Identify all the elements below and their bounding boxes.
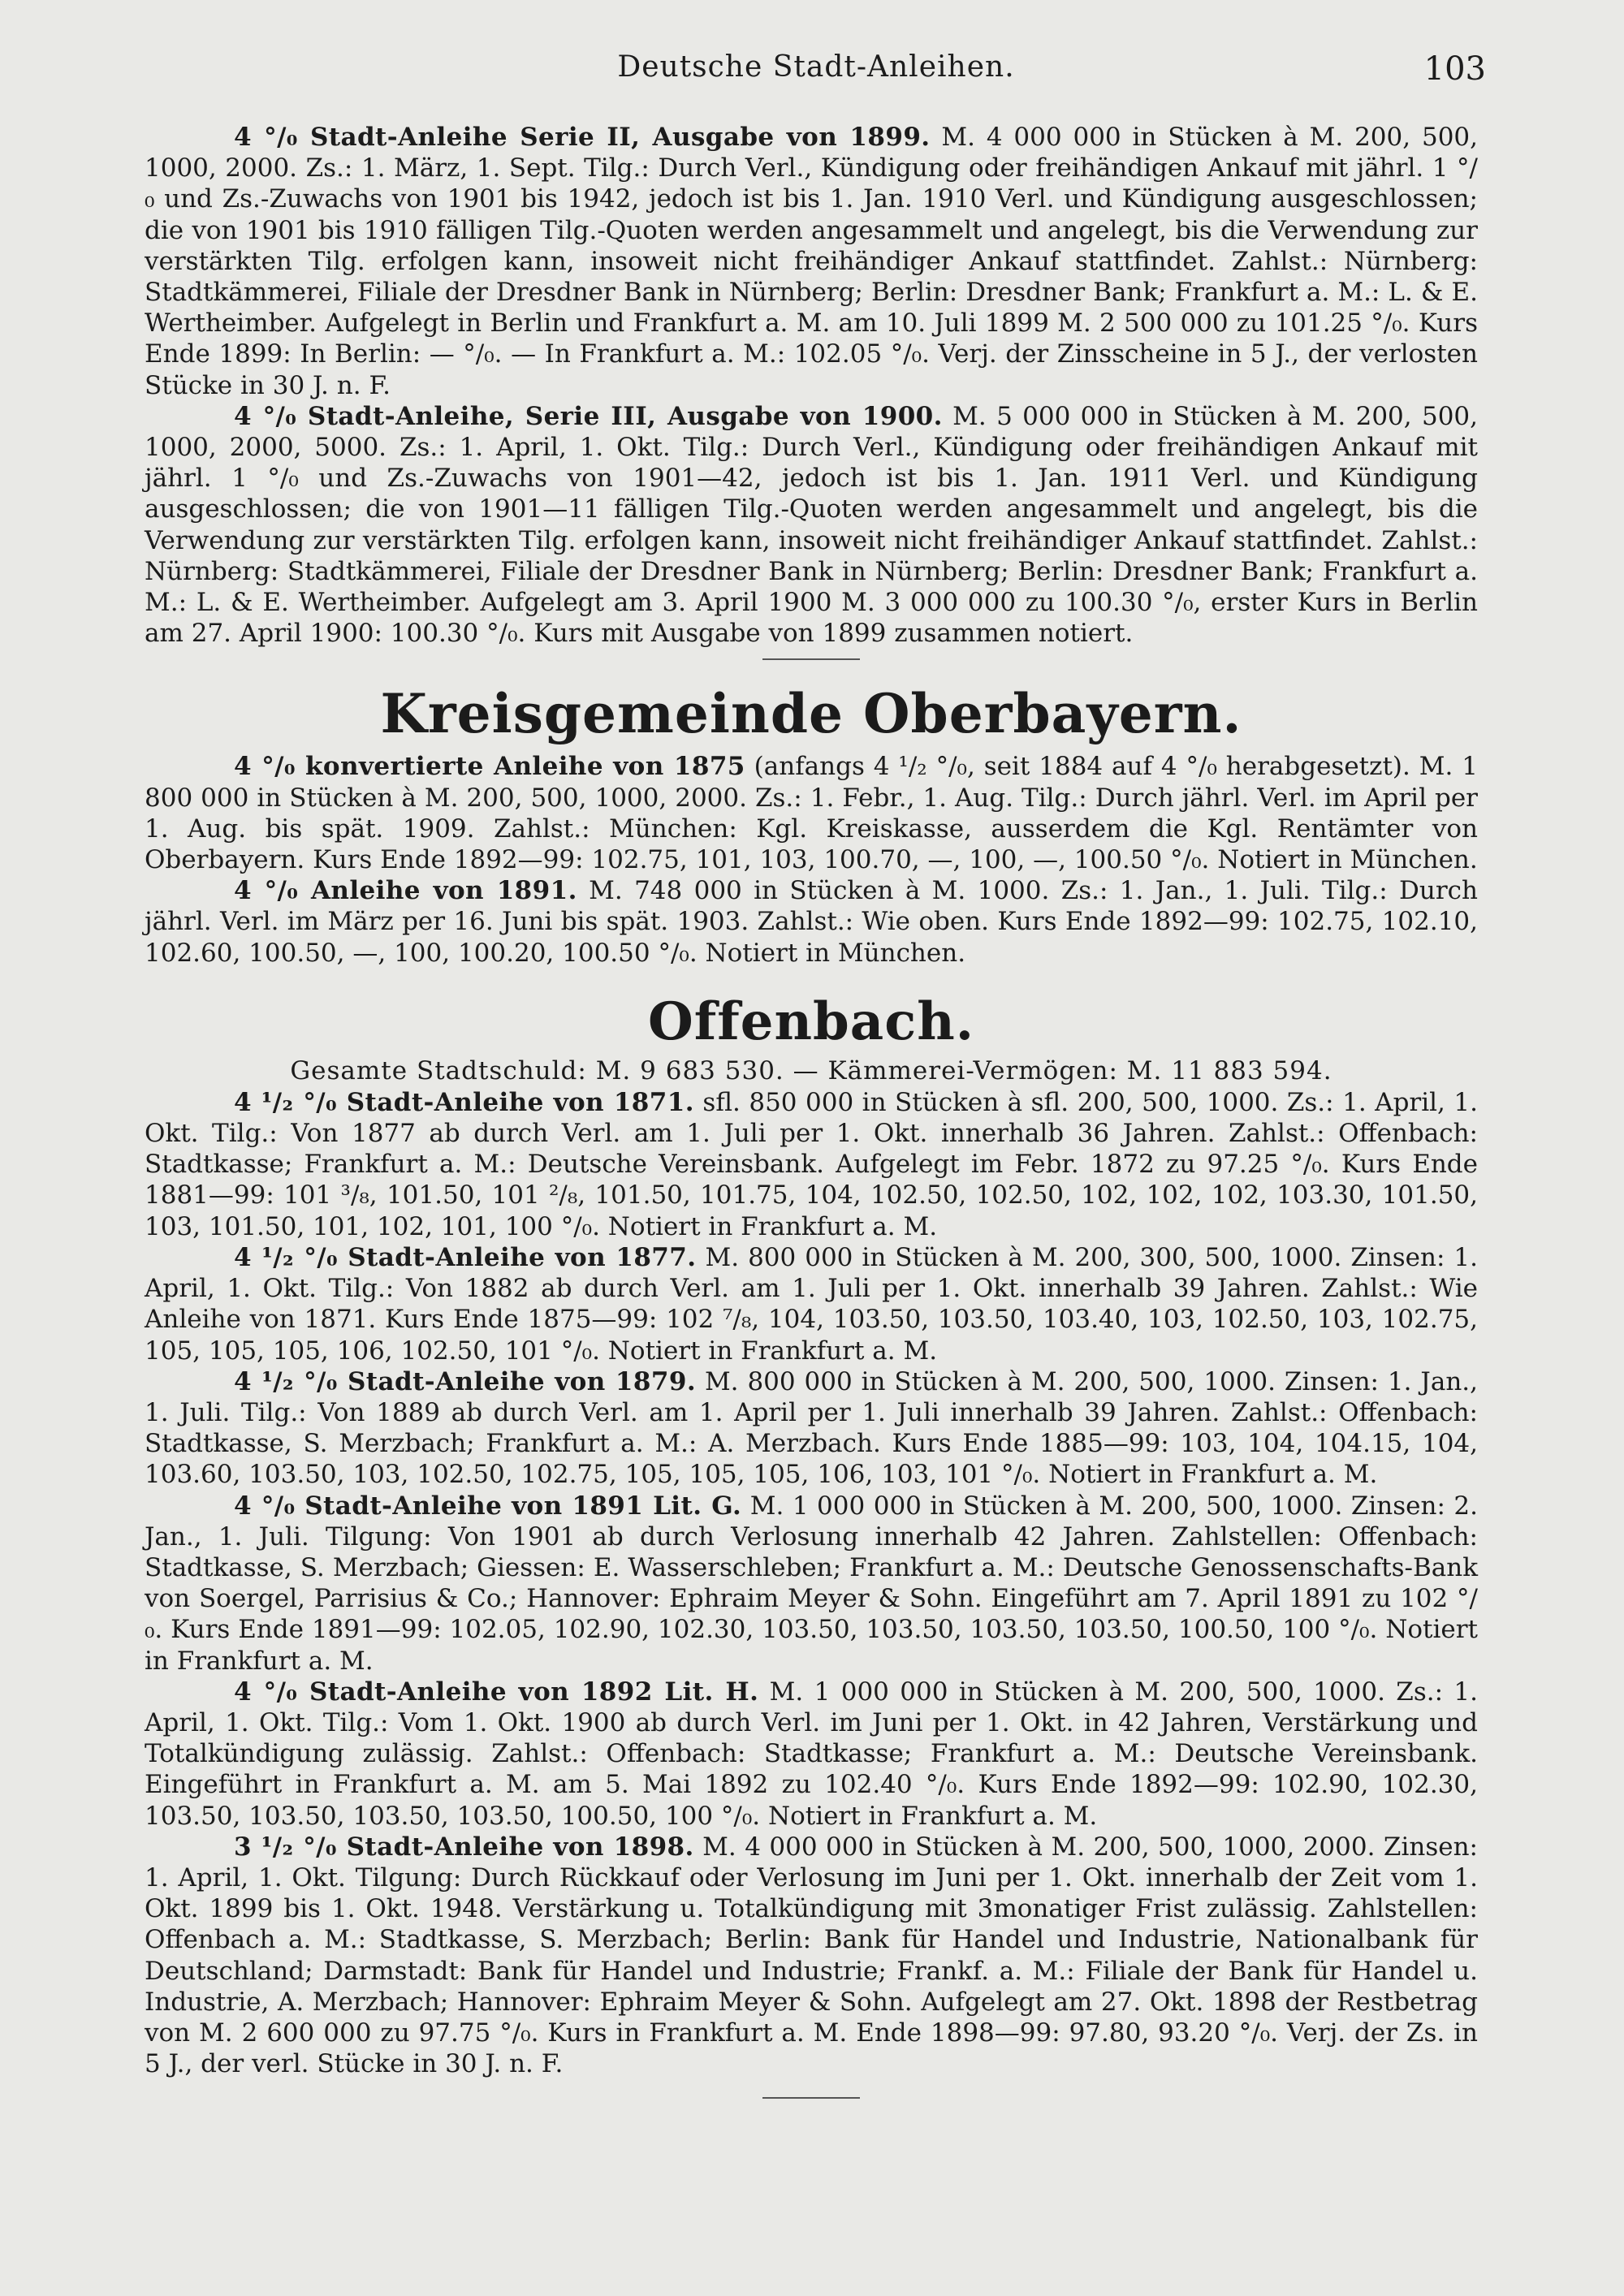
bond-description: M. 4 000 000 in Stücken à M. 200, 500, 1000, 2000. Zinsen: 1. April, 1. Okt. Tilgung: Durch Rückkauf oder Verlosung im Juni per 1. Okt. innerhalb der Zeit vom 1. Okt. 1899 bis 1. Okt. 1948. Verstärkung u. Totalkündigung mit 3monatiger Frist zulässig. Zahlstellen: Offenbach a. M.: Stadtkasse, S. Merzbach; Berlin: Bank für Handel und Industrie, Nationalbank für Deutschland; Darmstadt: Bank für Handel und Industrie; Frankf. a. M.: Filiale der Bank für Handel u. Industrie, A. Merzbach; Hannover: Ephraim Meyer & Sohn. Aufgelegt am 27. Okt. 1898 der Restbetrag von M. 2 600 000 zu 97.75 °/₀. Kurs in Frankfurt a. M. Ende 1898—99: 97.80, 93.20 °/₀. Verj. der Zs. in 5 J., der verl. Stücke in 30 J. n. F. [145, 1832, 1478, 2079]
section-title-bold: Oberbayern. [863, 682, 1242, 746]
section-divider [762, 2097, 860, 2099]
bond-description: M. 748 000 in Stücken à M. 1000. Zs.: 1. Jan., 1. Juli. Tilg.: Durch jährl. Verl. im März per 16. Juni bis spät. 1903. Zahlst.: Wie oben. Kurs Ende 1892—99: 102.75, 102.10, 102.60, 100.50, —, 100, 100.20, 100.50 °/₀. Notiert in München. [145, 876, 1478, 968]
bond-heading: 4 °/₀ Anleihe von 1891. [234, 876, 577, 906]
bond-description: sfl. 850 000 in Stücken à sfl. 200, 500, 1000. Zs.: 1. April, 1. Okt. Tilg.: Von 1877 ab durch Verl. am 1. Juli per 1. Okt. innerhalb 36 Jahren. Zahlst.: Offenbach: Stadtkasse; Frankfurt a. M.: Deutsche Vereinsbank. Aufgelegt im Febr. 1872 zu 97.25 °/₀. Kurs Ende 1881—99: 101 ³/₈, 101.50, 101 ²/₈, 101.50, 101.75, 104, 102.50, 102.50, 102, 102, 102, 103.30, 101.50, 103, 101.50, 101, 102, 101, 100 °/₀. Notiert in Frankfurt a. M. [145, 1087, 1478, 1241]
bond-description: M. 800 000 in Stücken à M. 200, 300, 500, 1000. Zinsen: 1. April, 1. Okt. Tilg.: Von 1882 ab durch Verl. am 1. Juli per 1. Okt. innerhalb 39 Jahren. Zahlst.: Wie Anleihe von 1871. Kurs Ende 1875—99: 102 ⁷/₈, 104, 103.50, 103.50, 103.40, 103, 102.50, 103, 102.75, 105, 105, 105, 106, 102.50, 101 °/₀. Notiert in Frankfurt a. M. [145, 1242, 1478, 1366]
bond-heading: 4 ¹/₂ °/₀ Stadt-Anleihe von 1871. [234, 1087, 694, 1117]
section-title-plain: Kreisgemeinde [380, 682, 844, 746]
bond-description: M. 800 000 in Stücken à M. 200, 500, 1000. Zinsen: 1. Jan., 1. Juli. Tilg.: Von 1889 ab durch Verl. am 1. April per 1. Juli innerhalb 39 Jahren. Zahlst.: Offenbach: Stadtkasse, S. Merzbach; Frankfurt a. M.: A. Merzbach. Kurs Ende 1885—99: 103, 104, 104.15, 104, 103.60, 103.50, 103, 102.50, 102.75, 105, 105, 105, 106, 103, 101 °/₀. Notiert in Frankfurt a. M. [145, 1366, 1478, 1490]
bond-heading: 4 ¹/₂ °/₀ Stadt-Anleihe von 1877. [234, 1242, 697, 1272]
bond-entry [145, 1087, 1478, 1242]
section-title [145, 990, 1478, 1055]
bond-entry [145, 1366, 1478, 1491]
bond-description: M. 1 000 000 in Stücken à M. 200, 500, 1000. Zinsen: 2. Jan., 1. Juli. Tilgung: Von 1901 ab durch Verlosung innerhalb 42 Jahren. Zahlstellen: Offenbach: Stadtkasse, S. Merzbach; Giessen: E. Wasserschleben; Frankfurt a. M.: Deutsche Genossenschafts-Bank von Soergel, Parrisius & Co.; Hannover: Ephraim Meyer & Sohn. Eingeführt am 7. April 1891 zu 102 °/₀. Kurs Ende 1891—99: 102.05, 102.90, 102.30, 103.50, 103.50, 103.50, 103.50, 100.50, 100 °/₀. Notiert in Frankfurt a. M. [145, 1491, 1479, 1676]
section-oberbayern [145, 681, 1478, 968]
city-debt-summary: Gesamte Stadtschuld: M. 9 683 530. — Kämmerei-Vermögen: M. 11 883 594. [290, 1055, 1332, 1085]
bond-heading: 3 ¹/₂ °/₀ Stadt-Anleihe von 1898. [234, 1832, 694, 1862]
bond-entry [145, 1242, 1478, 1366]
bond-heading: 4 ¹/₂ °/₀ Stadt-Anleihe von 1879. [234, 1366, 697, 1396]
bond-description: M. 5 000 000 in Stücken à M. 200, 500, 1000, 2000, 5000. Zs.: 1. April, 1. Okt. Tilg.: Durch Verl., Kündigung oder freihändigen Ankauf mit jährl. 1 °/₀ und Zs.-Zuwachs von 1901—42, jedoch ist bis 1. Jan. 1911 Verl. und Kündigung ausgeschlossen; die von 1901—11 fälligen Tilg.-Quoten werden angesammelt und angelegt, bis die Verwendung zur verstärkten Tilg. erfolgen kann, insoweit nicht freihändiger Ankauf stattfindet. Zahlst.: Nürnberg: Stadtkämmerei, Filiale der Dresdner Bank in Nürnberg; Berlin: Dresdner Bank; Frankfurt a. M.: L. & E. Wertheimber. Aufgelegt am 3. April 1900 M. 3 000 000 zu 100.30 °/₀, erster Kurs in Berlin am 27. April 1900: 100.30 °/₀. Kurs mit Ausgabe von 1899 zusammen notiert. [145, 401, 1478, 649]
section-nuernberg-continued [145, 122, 1478, 660]
running-head [146, 50, 1486, 91]
bond-description: M. 1 000 000 in Stücken à M. 200, 500, 1000. Zs.: 1. April, 1. Okt. Tilg.: Vom 1. Okt. 1900 ab durch Verl. im Juni per 1. Okt. in 42 Jahren, Verstärkung und Totalkündigung zulässig. Zahlst.: Offenbach: Stadtkasse; Frankfurt a. M.: Deutsche Vereinsbank. Eingeführt in Frankfurt a. M. am 5. Mai 1892 zu 102.40 °/₀. Kurs Ende 1892—99: 102.90, 102.30, 103.50, 103.50, 103.50, 103.50, 100.50, 100 °/₀. Notiert in Frankfurt a. M. [145, 1677, 1478, 1831]
bond-heading: 4 °/₀ Stadt-Anleihe, Serie III, Ausgabe von 1900. [234, 401, 943, 431]
section-title-bold: Offenbach. [647, 990, 975, 1052]
section-divider [762, 658, 860, 660]
bond-description: (anfangs 4 ¹/₂ °/₀, seit 1884 auf 4 °/₀ herabgesetzt). M. 1 800 000 in Stücken à M. 200, 500, 1000, 2000. Zs.: 1. Febr., 1. Aug. Tilg.: Durch jährl. Verl. im April per 1. Aug. bis spät. 1909. Zahlst.: München: Kgl. Kreiskasse, ausserdem die Kgl. Rentämter von Oberbayern. Kurs Ende 1892—99: 102.75, 101, 103, 100.70, —, 100, —, 100.50 °/₀. Notiert in München. [145, 752, 1478, 875]
bond-heading: 4 °/₀ Stadt-Anleihe von 1892 Lit. H. [234, 1677, 759, 1707]
bond-heading: 4 °/₀ konvertierte Anleihe von 1875 [234, 752, 745, 782]
bond-entry [145, 1491, 1478, 1677]
section-offenbach [145, 990, 1478, 2100]
section-title [145, 681, 1478, 746]
bond-entry [145, 401, 1478, 650]
bond-entry [145, 751, 1478, 875]
bond-entry [145, 1677, 1478, 1832]
page-body [145, 122, 1478, 2099]
bond-entry [145, 1832, 1478, 2080]
bond-entry [145, 875, 1478, 969]
running-title: Deutsche Stadt-Anleihen. [617, 50, 1015, 84]
bond-heading: 4 °/₀ Stadt-Anleihe Serie II, Ausgabe von 1899. [234, 123, 931, 152]
page-number: 103 [1423, 50, 1486, 88]
bond-heading: 4 °/₀ Stadt-Anleihe von 1891 Lit. G. [234, 1491, 742, 1521]
bond-entry [145, 122, 1478, 401]
bond-description: M. 4 000 000 in Stücken à M. 200, 500, 1000, 2000. Zs.: 1. März, 1. Sept. Tilg.: Durch Verl., Kündigung oder freihändigen Ankauf mit jährl. 1 °/₀ und Zs.-Zuwachs von 1901 bis 1942, jedoch ist bis 1. Jan. 1910 Verl. und Kündigung ausgeschlossen; die von 1901 bis 1910 fälligen Tilg.-Quoten werden angesammelt und angelegt, bis die Verwendung zur verstärkten Tilg. erfolgen kann, insoweit nicht freihändiger Ankauf stattfindet. Zahlst.: Nürnberg: Stadtkämmerei, Filiale der Dresdner Bank in Nürnberg; Berlin: Dresdner Bank; Frankfurt a. M.: L. & E. Wertheimber. Aufgelegt in Berlin und Frankfurt a. M. am 10. Juli 1899 M. 2 500 000 zu 101.25 °/₀. Kurs Ende 1899: In Berlin: — °/₀. — In Frankfurt a. M.: 102.05 °/₀. Verj. der Zinsscheine in 5 J., der verlosten Stücke in 30 J. n. F. [145, 123, 1478, 400]
